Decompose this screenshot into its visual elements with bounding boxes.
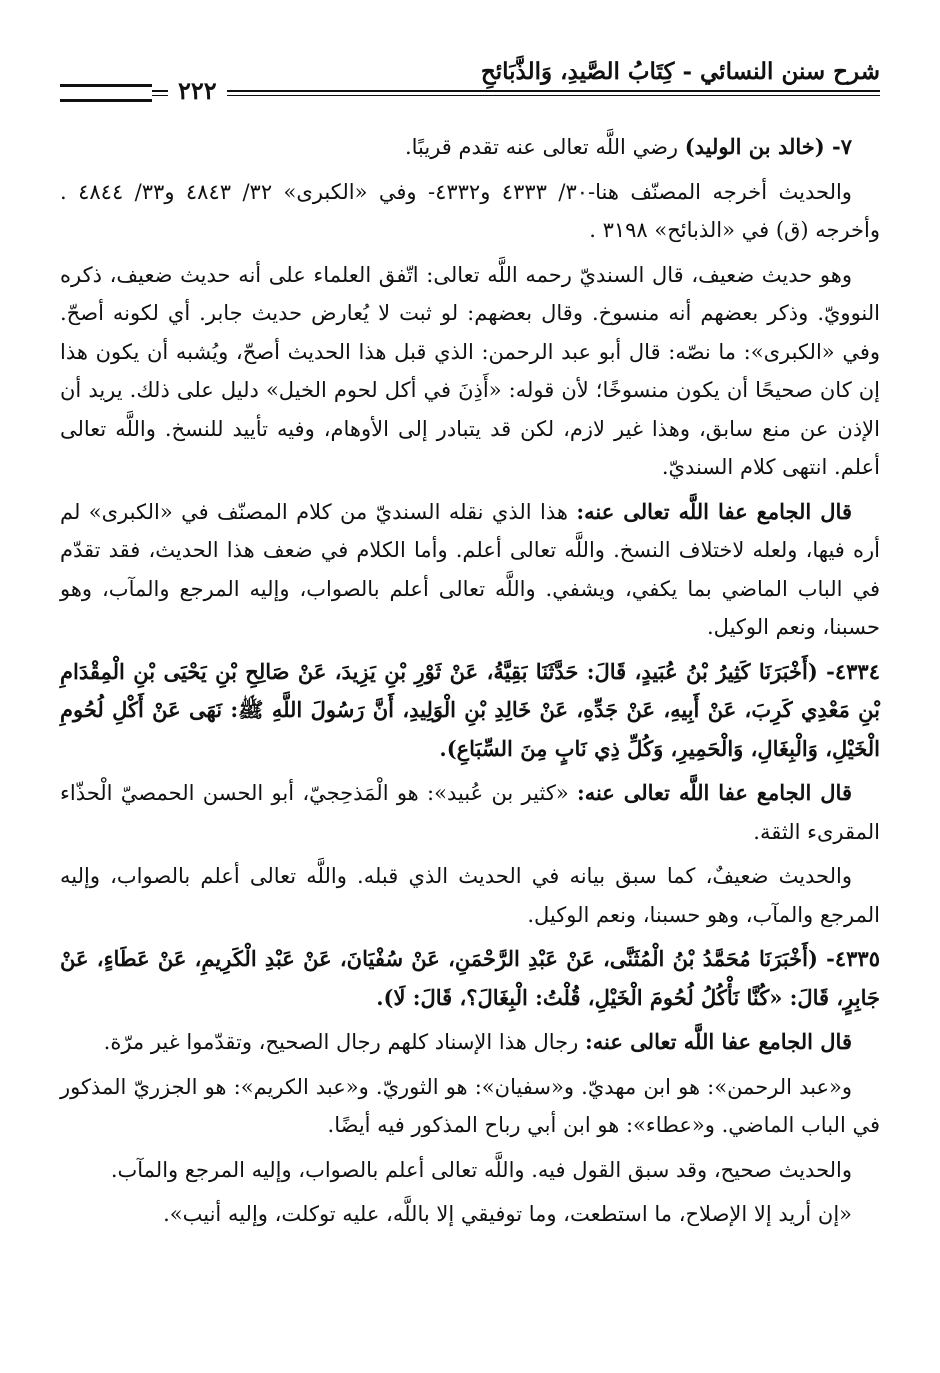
- paragraph-text: والحديث ضعيفٌ، كما سبق بيانه في الحديث الذي قبله. واللَّه تعالى أعلم بالصواب، وإليه المرجع والمآب، وهو حسبنا، ونعم الوكيل.: [60, 864, 880, 927]
- hadith-text: ٤٣٣٤- (أَخْبَرَنَا كَثِيرُ بْنُ عُبَيدٍ، قَالَ: حَدَّثَنَا بَقِيَّةُ، عَنْ ثَوْرِ بْنِ يَزِيدَ، عَنْ صَالِحِ بْنِ يَحْيَى بْنِ الْمِقْدَامِ بْنِ مَعْدِي كَرِبَ، عَنْ أَبِيهِ، عَنْ جَدِّهِ، عَنْ خَالِدِ بْنِ الْوَلِيدِ، أَنَّ رَسُولَ اللَّهِ ﷺ: نَهَى عَنْ أَكْلِ لُحُومِ الْخَيْلِ، وَالْبِغَالِ، وَالْحَمِيرِ، وَكُلِّ ذِي نَابٍ مِنَ السِّبَاعِ).: [60, 658, 880, 761]
- paragraph: [60, 1151, 880, 1190]
- hadith-paragraph: [60, 653, 880, 769]
- paragraph: [60, 857, 880, 934]
- paragraph-text: و«عبد الرحمن»: هو ابن مهديّ. و«سفيان»: هو الثوريّ. و«عبد الكريم»: هو الجزريّ المذكور في الباب الماضي. و«عطاء»: هو ابن أبي رباح المذكور فيه أيضًا.: [60, 1074, 880, 1137]
- paragraph-text: «كثير بن عُبيد»: هو الْمَذحِجيّ، أبو الحسن الحمصيّ الْحذّاء المقرىء الثقة.: [60, 781, 880, 844]
- paragraph-text: هذا الذي نقله السنديّ من كلام المصنّف في «الكبرى» لم أره فيها، ولعله لاختلاف النسخ. واللَّه تعالى أعلم. وأما الكلام في ضعف هذا الحديث، فقد تقدّم في الباب الماضي بما يكفي، ويشفي. واللَّه تعالى أعلم بالصواب، وإليه المرجع والمآب، وهو حسبنا، ونعم الوكيل.: [60, 499, 880, 639]
- bold-lead: قال الجامع عفا اللَّه تعالى عنه:: [576, 780, 852, 805]
- paragraph-text: وهو حديث ضعيف، قال السنديّ رحمه اللَّه تعالى: اتّفق العلماء على أنه حديث ضعيف، ذكره النوويّ. وذكر بعضهم أنه منسوخ. وقال بعضهم: لو ثبت لا يُعارض حديث جابر. أي لكونه أصحّ. وفي «الكبرى»: ما نصّه: قال أبو عبد الرحمن: الذي قبل هذا الحديث أصحّ، ويُشبه أن يكون هذا إن كان صحيحًا أن يكون منسوخًا؛ لأن قوله: «أَذِنَ في أكل لحوم الخيل» دليل على ذلك. يريد أن الإذن عن منع سابق، وهذا غير لازم، لكن قد يتبادر إلى الأوهام، وفيه تأييد للنسخ. واللَّه تعالى أعلم. انتهى كلام السنديّ.: [60, 262, 880, 479]
- bold-lead: ٧- (خالد بن الوليد): [684, 134, 852, 159]
- bold-lead: قال الجامع عفا اللَّه تعالى عنه:: [576, 498, 852, 524]
- hadith-text: ٤٣٣٥- (أَخْبَرَنَا مُحَمَّدُ بْنُ الْمُثَنَّى، عَنْ عَبْدِ الرَّحْمَنِ، عَنْ سُفْيَانَ، عَنْ عَبْدِ الْكَرِيمِ، عَنْ عَطَاءٍ، عَنْ جَابِرٍ، قَالَ: «كُنَّا نَأْكُلُ لُحُومَ الْخَيْلِ، قُلْتُ: الْبِغَالَ؟، قَالَ: لَا).: [60, 946, 880, 1010]
- running-title: شرح سنن النسائي - كِتَابُ الصَّيدِ، وَالذَّبَائحِ: [480, 58, 880, 85]
- hadith-paragraph: [60, 940, 880, 1017]
- page-body: [60, 128, 880, 1234]
- page-header: [60, 50, 880, 110]
- document-page: [60, 50, 880, 1240]
- paragraph: [60, 774, 880, 851]
- paragraph: [60, 1023, 880, 1062]
- paragraph: [60, 128, 880, 167]
- paragraph-text: رجال هذا الإسناد كلهم رجال الصحيح، وتقدّموا غير مرّة.: [103, 1030, 585, 1054]
- header-double-rule: [60, 84, 152, 102]
- paragraph-text: والحديث صحيح، وقد سبق القول فيه. واللَّه تعالى أعلم بالصواب، وإليه المرجع والمآب.: [110, 1157, 852, 1182]
- paragraph: [60, 173, 880, 250]
- page-number: ٢٢٢: [168, 76, 227, 106]
- paragraph: [60, 493, 880, 647]
- paragraph-text: رضي اللَّه تعالى عنه تقدم قريبًا.: [404, 135, 685, 159]
- bold-lead: قال الجامع عفا اللَّه تعالى عنه:: [584, 1029, 852, 1054]
- paragraph: [60, 256, 880, 487]
- paragraph: [60, 1068, 880, 1145]
- paragraph-text: والحديث أخرجه المصنّف هنا-٣٠/ ٤٣٣٣ و٤٣٣٢- وفي «الكبرى» ٣٢/ ٤٨٤٣ و٣٣/ ٤٨٤٤ . وأخرجه (ق) في «الذبائح» ٣١٩٨ .: [60, 179, 880, 242]
- closing-quote: [60, 1195, 880, 1234]
- paragraph-text: «إن أريد إلا الإصلاح، ما استطعت، وما توفيقي إلا باللَّه، عليه توكلت، وإليه أنيب».: [163, 1202, 852, 1226]
